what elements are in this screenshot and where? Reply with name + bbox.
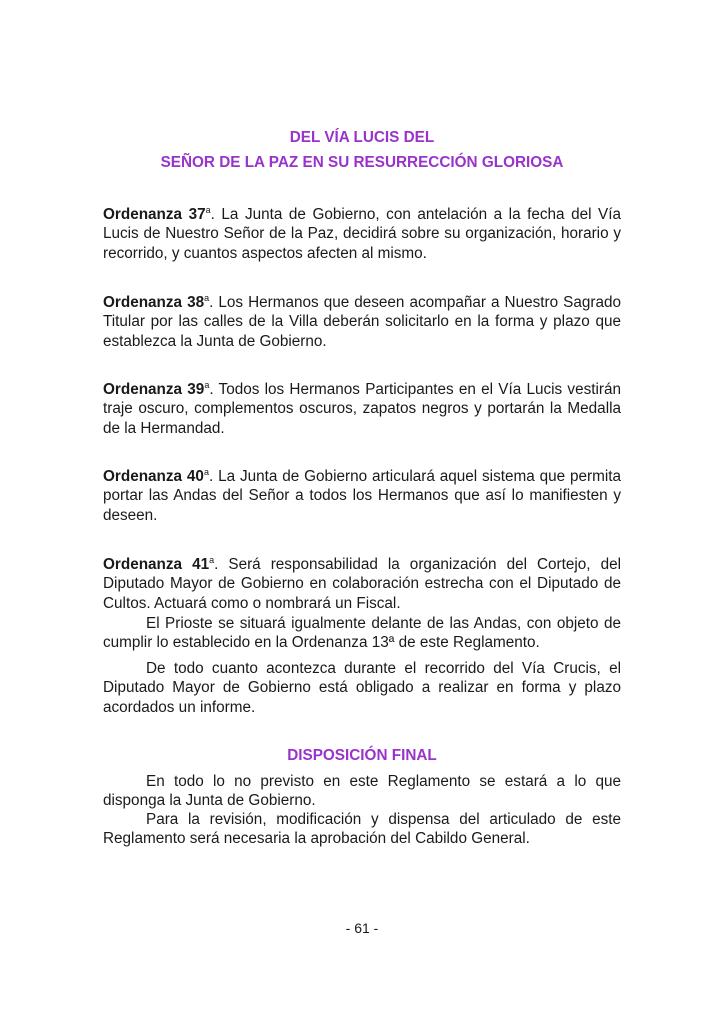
ordinance-label: Ordenanza 37 <box>103 206 206 223</box>
ordinal-indicator: a <box>204 380 210 390</box>
ordinal-indicator: a <box>205 205 211 215</box>
ordinance-40 <box>103 467 621 525</box>
ordinance-label: Ordenanza 40 <box>103 468 204 485</box>
section-title-line-1: DEL VÍA LUCIS DEL <box>289 129 435 146</box>
ordinance-text: . Será responsabilidad la organización del Cortejo, del Diputado Mayor de Gobierno en colaboración estrecha con el Diputado de Cultos. Actuará como o nombrará un Fiscal. <box>103 556 621 612</box>
ordinance-text: . Los Hermanos que deseen acompañar a Nuestro Sagrado Titular por las calles de la Villa deberán solicitarlo en la forma y plazo que establezca la Junta de Gobierno. <box>103 294 621 350</box>
document-page <box>103 0 621 1024</box>
ordinance-label: Ordenanza 38 <box>103 294 205 311</box>
ordinance-label: Ordenanza 39 <box>103 381 205 398</box>
final-provision-title: DISPOSICIÓN FINAL <box>287 747 437 764</box>
ordinance-41-paragraph-2: El Prioste se situará igualmente delante de las Andas, con objeto de cumplir lo establecido en la Ordenanza 13ª de este Reglamento. <box>103 615 621 652</box>
ordinance-text: . La Junta de Gobierno articulará aquel sistema que permita portar las Andas del Señor a todos los Hermanos que así lo manifiesten y deseen. <box>103 468 622 524</box>
ordinance-label: Ordenanza 41 <box>103 556 210 573</box>
ordinance-text: . La Junta de Gobierno, con antelación a la fecha del Vía Lucis de Nuestro Señor de la Paz, decidirá sobre su organización, horario y recorrido, y cuantos aspectos afecten al mismo. <box>103 206 621 262</box>
final-provision-paragraph-1: En todo lo no previsto en este Reglamento se estará a lo que disponga la Junta de Gobierno. <box>103 773 621 810</box>
ordinal-indicator: a <box>203 467 209 477</box>
ordinance-41 <box>103 555 621 613</box>
section-title-line-2: SEÑOR DE LA PAZ EN SU RESURRECCIÓN GLORIOSA <box>160 154 564 171</box>
ordinance-text: . Todos los Hermanos Participantes en el Vía Lucis vestirán traje oscuro, complementos oscuros, zapatos negros y portarán la Medalla de la Hermandad. <box>103 381 621 437</box>
final-provision-paragraph-2: Para la revisión, modificación y dispensa del articulado de este Reglamento será necesaria la aprobación del Cabildo General. <box>103 811 621 848</box>
ordinance-38 <box>103 293 621 351</box>
page-number: - 61 - <box>345 920 379 936</box>
ordinal-indicator: a <box>204 293 210 303</box>
ordinance-39 <box>103 380 621 438</box>
ordinance-41-paragraph-3: De todo cuanto acontezca durante el recorrido del Vía Crucis, el Diputado Mayor de Gobierno está obligado a realizar en forma y plazo acordados un informe. <box>103 660 621 716</box>
ordinal-indicator: a <box>209 555 215 565</box>
ordinance-37 <box>103 205 621 263</box>
